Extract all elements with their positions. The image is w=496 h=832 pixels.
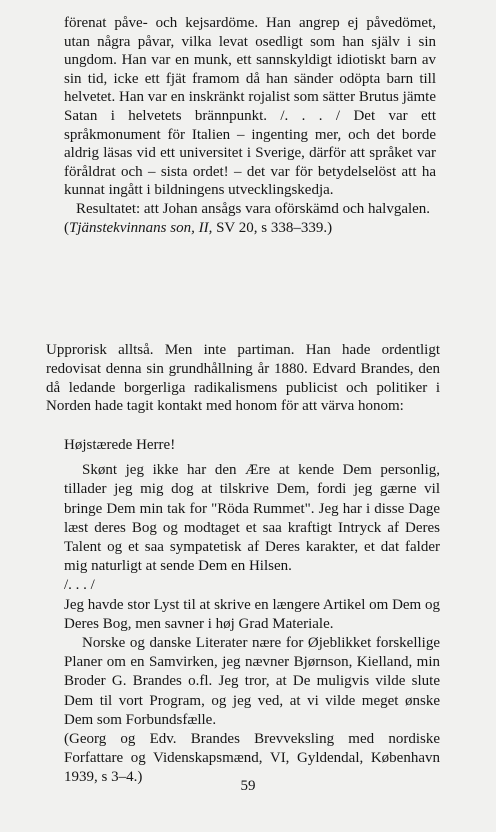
letter-paragraph: Skønt jeg ikke har den Ære at kende Dem personlig, tillader jeg mig dog at tilskrive Dem, fordi jeg gærne vil bringe Dem min tak for "Röda Rummet". Jeg har i disse Dage læst deres Bog og modtaget et saa kraftigt Intryck af Deres Talent og et saa sympatetisk af Deres karakter, et dat falder mig naturligt at sende Dem en Hilsen.: [64, 462, 440, 575]
page-number: 59: [240, 778, 256, 794]
block-quote-brandes-letter: [64, 436, 440, 788]
quote-paragraph: Resultatet: att Johan ansågs vara oförskämd och halvgalen.: [76, 200, 431, 217]
block-quote-strindberg: [64, 14, 436, 237]
letter-salutation: Højstærede Herre!: [64, 437, 176, 453]
quote-paragraph: förenat påve- och kejsardöme. Han angrep ej påvedömet, utan några påvar, vilka levat osedligt som han själv i sin ungdom. Han var en munk, ett sannskyldigt idiotiskt barn av sin tid, icke ett fjät framom då han sänder odöpta barn till helvetet. Han var en inskränkt rojalist som sätter Brutus jämte Satan i helvetets brännpunkt. /. . . / Det var ett språkmonument för Italien – ingenting mer, och det borde aldrig läsas vid ett universitet i Sverige, därför att språket var föråldrat och – sista ordet! – det var för betydelselöst att ha kunnat ingått i bildningens utvecklingskedja.: [64, 15, 436, 199]
citation-title: Tjänstekvinnans son, II,: [69, 219, 213, 236]
letter-citation: (Georg og Edv. Brandes Brevveksling med nordiske Forfattare og Videnskapsmænd, VI, Gyldendal, København 1939, s 3–4.): [64, 731, 440, 786]
quote-citation: (Tjänstekvinnans son, II, SV 20, s 338–339.): [64, 219, 333, 236]
letter-paragraph: Jeg havde stor Lyst til at skrive en længere Artikel om Dem og Deres Bog, men savner i høj Grad Materiale.: [64, 596, 440, 632]
letter-paragraph: Norske og danske Literater nære for Øjeblikket forskellige Planer om en Samvirken, jeg nævner Bjørnson, Kielland, min Broder G. Brandes o.fl. Jeg tror, at De muligvis vilde slute Dem til vort Program, og jeg ved, at vi vilde meget ønske Dem som Forbundsfælle.: [64, 635, 440, 728]
letter-ellipsis: /. . . /: [64, 577, 95, 594]
body-paragraph: Upprorisk alltså. Men inte partiman. Han hade ordentligt redovisat denna sin grundhållning år 1880. Edvard Brandes, den då ledande borgerliga radikalismens publicist och politiker i Norden hade tagit kontakt med honom för att värva honom:: [46, 342, 440, 415]
